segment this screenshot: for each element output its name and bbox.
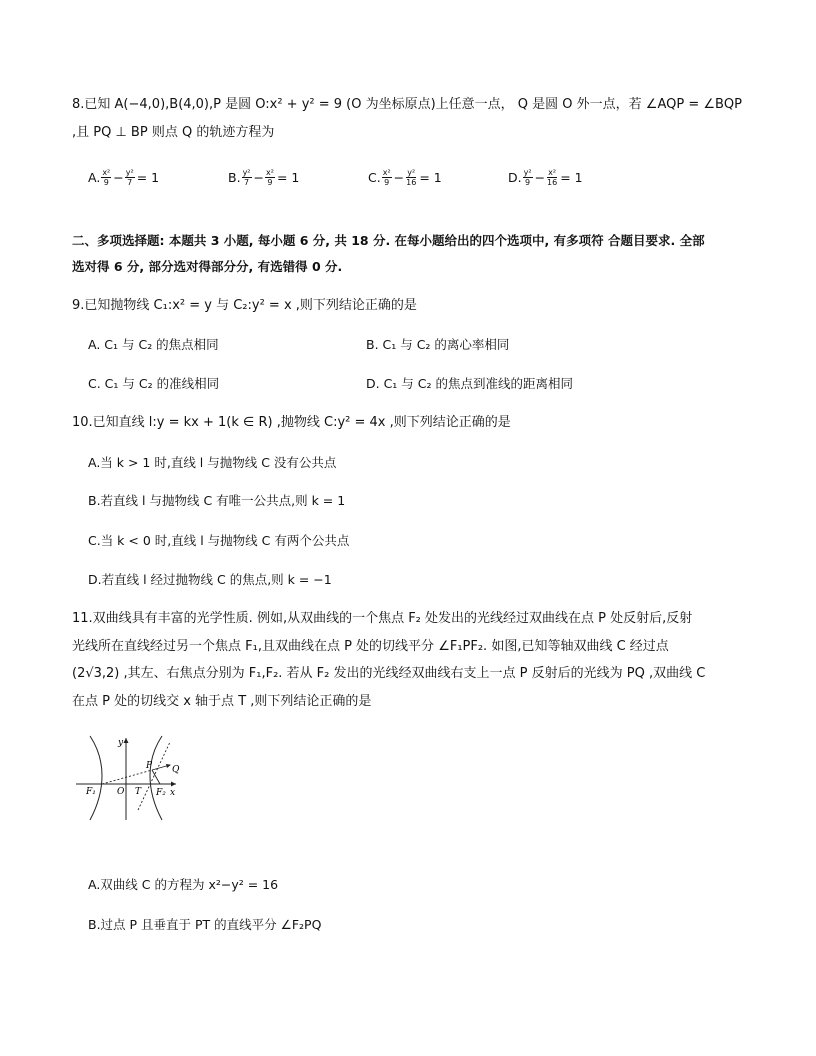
section2-heading-line2: 选对得 6 分, 部分选对得部分分, 有选错得 0 分. [72,259,343,274]
q8-option-a[interactable]: A. $\frac{\text{x²}}{9}$ − $\frac{\text{y²}}{7}$ = 1 [88,168,160,187]
fraction: $\frac{\text{y²}}{16}$ [406,168,417,187]
q8-option-c[interactable]: C. $\frac{\text{x²}}{9}$ − $\frac{\text{y²}}{16}$ = 1 [368,168,442,187]
hyperbola-figure [72,734,192,824]
label-o: O [117,787,125,797]
label-f1: F₁ [86,787,96,797]
q11-stem-line3: (2√3,2) ,其左、右焦点分别为 F₁,F₂. 若从 F₂ 发出的光线经双曲线右支上一点 P 反射后的光线为 PQ ,双曲线 C [72,666,706,681]
label-p: P [146,761,153,771]
ray-p-q-arrow [166,764,171,768]
q9-option-d[interactable]: D. C₁ 与 C₂ 的焦点到准线的距离相同 [366,376,573,391]
q10-option-d[interactable]: D.若直线 l 经过抛物线 C 的焦点,则 k = −1 [88,572,332,587]
fraction: $\frac{\text{y²}}{9}$ [523,168,532,187]
y-axis-arrow [124,738,129,743]
q10-option-c[interactable]: C.当 k < 0 时,直线 l 与抛物线 C 有两个公共点 [88,533,350,548]
q11-stem-line2: 光线所在直线经过另一个焦点 F₁,且双曲线在点 P 处的切线平分 ∠F₁PF₂. 如图,已知等轴双曲线 C 经过点 [72,639,669,654]
q11-option-b[interactable]: B.过点 P 且垂直于 PT 的直线平分 ∠F₂PQ [88,917,322,932]
option-label: B. [228,169,241,185]
q8-option-b[interactable]: B. $\frac{\text{y²}}{7}$ − $\frac{\text{x²}}{9}$ = 1 [228,168,300,187]
fraction: $\frac{\text{y²}}{7}$ [242,168,251,187]
fraction: $\frac{\text{x²}}{9}$ [102,168,111,187]
fraction: $\frac{\text{x²}}{9}$ [382,168,391,187]
fraction: $\frac{\text{x²}}{9}$ [266,168,274,187]
x-axis-arrow [171,782,176,787]
q9-stem: 9.已知抛物线 C₁:x² = y 与 C₂:y² = x ,则下列结论正确的是 [72,298,417,313]
q9-option-b[interactable]: B. C₁ 与 C₂ 的离心率相同 [366,337,510,352]
q8-stem-line1: 8.已知 A(−4,0),B(4,0),P 是圆 O:x² + y² = 9 (O 为坐标原点)上任意一点， Q 是圆 O 外一点，若 ∠AQP = ∠BQP [72,97,742,112]
option-label: D. [508,169,522,185]
fraction: $\frac{\text{y²}}{7}$ [125,168,134,187]
q10-option-a[interactable]: A.当 k > 1 时,直线 l 与抛物线 C 没有公共点 [88,455,337,470]
q10-option-b[interactable]: B.若直线 l 与抛物线 C 有唯一公共点,则 k = 1 [88,493,346,508]
label-q: Q [172,765,180,775]
label-y: y [118,738,124,748]
ray-f1-p [102,770,152,784]
option-label: A. [88,169,101,185]
label-f2: F₂ [156,788,166,798]
option-label: C. [368,169,381,185]
section2-heading-line1: 二、多项选择题: 本题共 3 小题, 每小题 6 分, 共 18 分. 在每小题给出的四个选项中, 有多项符 合题目要求. 全部 [72,233,705,248]
q11-stem-line1: 11.双曲线具有丰富的光学性质. 例如,从双曲线的一个焦点 F₂ 处发出的光线经过双曲线在点 P 处反射后,反射 [72,611,693,626]
q9-option-a[interactable]: A. C₁ 与 C₂ 的焦点相同 [88,337,219,352]
hyperbola-right-branch [150,736,162,820]
label-t: T [135,787,142,797]
fraction: $\frac{\text{x²}}{16}$ [547,168,558,187]
q10-stem: 10.已知直线 l:y = kx + 1(k ∈ R) ,抛物线 C:y² = 4x ,则下列结论正确的是 [72,415,511,430]
q8-stem-line2: ,且 PQ ⊥ BP 则点 Q 的轨迹方程为 [72,125,275,140]
hyperbola-left-branch [90,736,102,820]
q8-option-d[interactable]: D. $\frac{\text{y²}}{9}$ − $\frac{\text{x²}}{16}$ = 1 [508,168,583,187]
q11-stem-line4: 在点 P 处的切线交 x 轴于点 T ,则下列结论正确的是 [72,694,372,709]
q11-option-a[interactable]: A.双曲线 C 的方程为 x²−y² = 16 [88,877,279,892]
label-x: x [170,788,176,798]
q9-option-c[interactable]: C. C₁ 与 C₂ 的准线相同 [88,376,220,391]
